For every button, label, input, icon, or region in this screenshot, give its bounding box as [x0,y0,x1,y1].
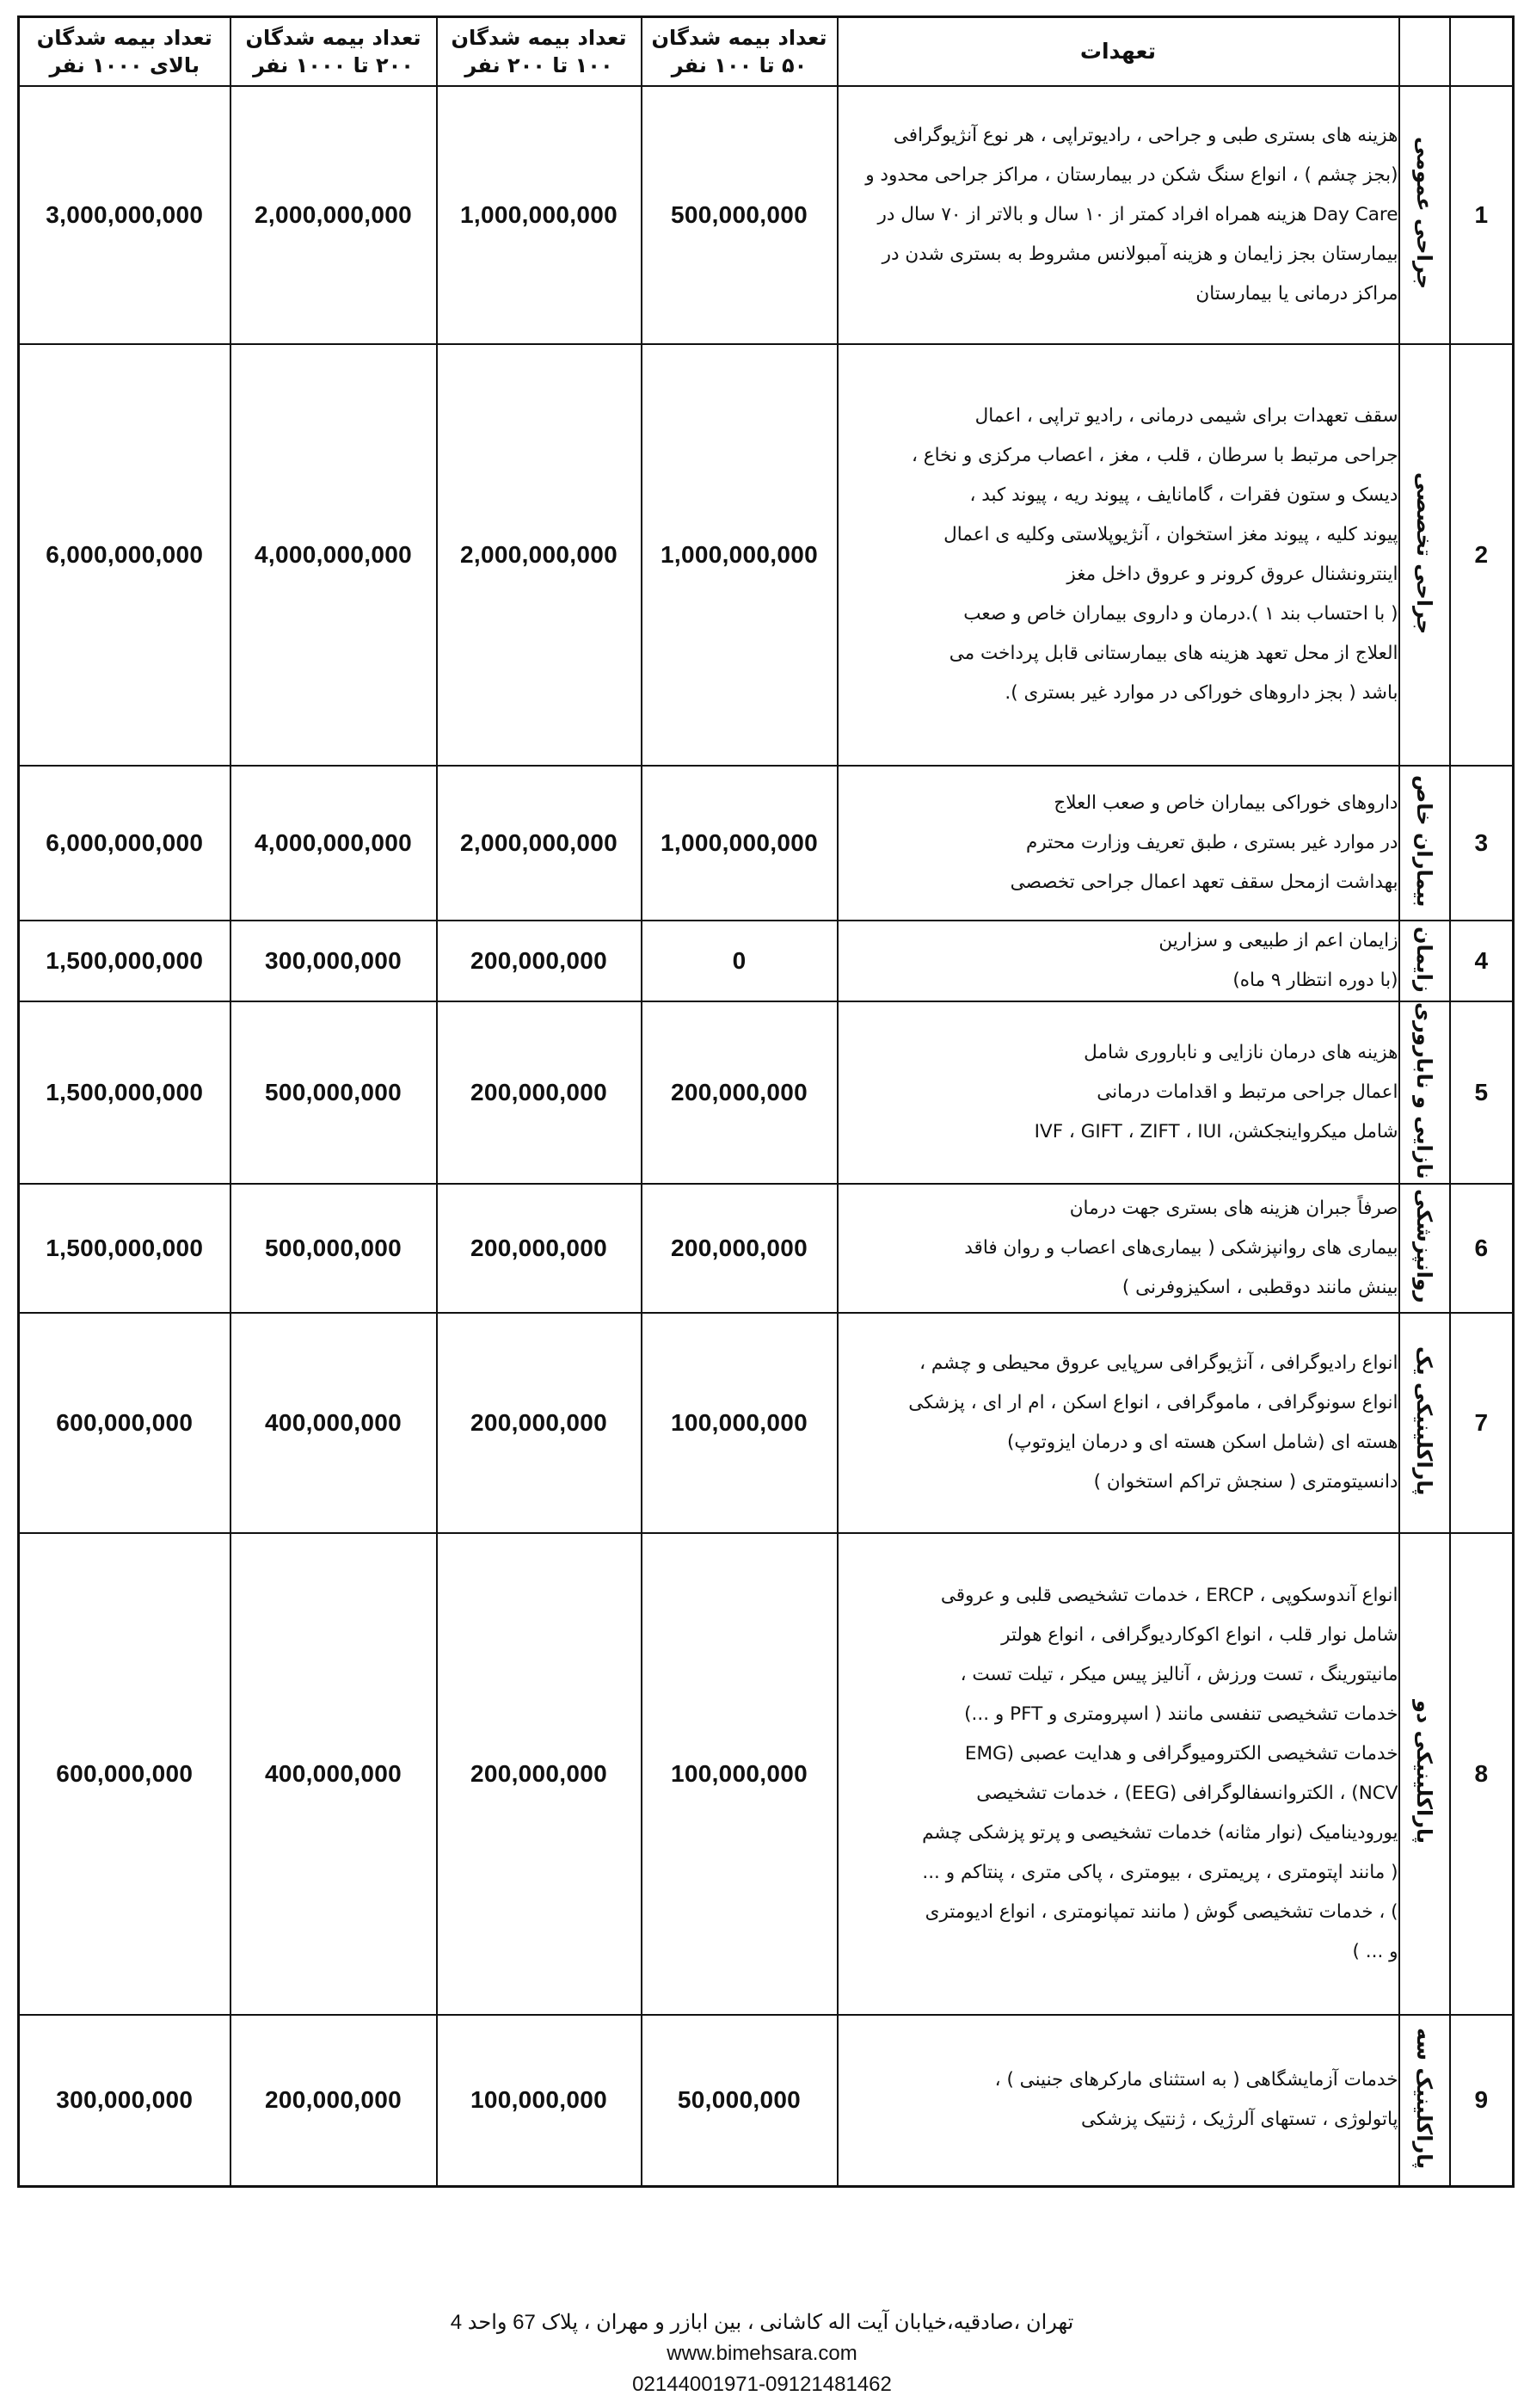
table-row [19,2015,1514,2187]
amount-cell: 200,000,000 [230,2015,437,2187]
description-line: انواع سونوگرافی ، ماموگرافی ، انواع اسکن ، ام ار ای ، پزشکی [908,1391,1398,1413]
header-100-200-line2: ۱۰۰ تا ۲۰۰ نفر [464,53,613,77]
amount-cell: 200,000,000 [437,1533,642,2015]
description-line: بیمارستان بجز زایمان و هزینه آمبولانس مشروط به بستری شدن در [882,243,1398,265]
amount-cell: 1,500,000,000 [19,1001,230,1184]
description-line: و ... ) [1352,1940,1398,1962]
description-line: بیماری های روانپزشکی ( بیماری‌های اعصاب و روان فاقد [964,1236,1398,1259]
row-number: 7 [1450,1313,1514,1533]
amount-cell: 0 [642,921,838,1001]
amount-cell: 100,000,000 [642,1313,838,1533]
coverage-table-sheet [17,15,1512,2188]
footer-phones: 02144001971-09121481462 [632,2373,892,2396]
description-line: پاتولوژی ، تستهای آلرژیک ، ژنتیک پزشکی [1080,2109,1398,2131]
amount-cell: 400,000,000 [230,1533,437,2015]
description-line: Day Care هزینه همراه افراد کمتر از ۱۰ سال و بالاتر از ۷۰ سال در [877,204,1398,225]
description-line: خدمات آزمایشگاهی ( به استثنای مارکرهای جنینی ) ، [994,2069,1398,2091]
row-number: 8 [1450,1533,1514,2015]
table-row [19,921,1514,1001]
obligation-description [838,1533,1399,2015]
category-label: زایمان [1412,926,1436,993]
table-row [19,766,1514,921]
description-line: ( مانند اپتومتری ، پریمتری ، بیومتری ، پاکی متری ، پنتاکم و ... [922,1861,1398,1883]
amount-cell: 2,000,000,000 [437,766,642,921]
amount-cell: 300,000,000 [19,2015,230,2187]
category-cell [1399,1001,1450,1184]
amount-cell: 1,500,000,000 [19,1184,230,1313]
amount-cell: 50,000,000 [642,2015,838,2187]
table-row [19,344,1514,766]
table-row [19,1001,1514,1184]
amount-cell: 6,000,000,000 [19,766,230,921]
category-label: نازایی و ناباروری [1412,1002,1436,1179]
amount-cell: 1,000,000,000 [437,86,642,344]
amount-cell: 500,000,000 [230,1184,437,1313]
description-line: داروهای خوراکی بیماران خاص و صعب العلاج [1054,792,1398,814]
header-100-200 [437,17,642,87]
description-line: در موارد غیر بستری ، طبق تعریف وزارت محترم [1026,832,1398,853]
header-over-1000-line2: بالای ۱۰۰۰ نفر [49,53,200,77]
table-row [19,1184,1514,1313]
category-label: پاراکلینیکی یک [1412,1346,1436,1496]
category-label: روانپزشکی [1412,1189,1436,1303]
category-cell [1399,1533,1450,2015]
description-line: خدمات تشخیصی الکترومیوگرافی و هدایت عصبی (EMG [964,1742,1398,1764]
table-row [19,1313,1514,1533]
obligation-description [838,766,1399,921]
amount-cell: 200,000,000 [437,921,642,1001]
description-line: زایمان اعم از طبیعی و سزارین [1158,930,1398,951]
description-line: شامل نوار قلب ، انواع اکوکاردیوگرافی ، انواع هولتر [1001,1623,1398,1646]
obligation-description [838,921,1399,1001]
description-line: انواع رادیوگرافی ، آنژیوگرافی سرپایی عروق محیطی و چشم ، [919,1352,1398,1374]
header-50-100-line2: ۵۰ تا ۱۰۰ نفر [671,53,808,77]
footer-website: www.bimehsara.com [667,2342,857,2365]
description-line: هسته ای (شامل اسکن هسته ای و درمان ایزوتوپ) [1007,1431,1398,1453]
table-body [19,86,1514,2187]
description-line: هزینه های بستری طبی و جراحی ، رادیوتراپی ، هر نوع آنژیوگرافی [893,125,1398,146]
amount-cell: 400,000,000 [230,1313,437,1533]
amount-cell: 4,000,000,000 [230,766,437,921]
table-row [19,1533,1514,2015]
category-cell [1399,2015,1450,2187]
header-row-number [1450,17,1514,87]
category-label: پاراکلینیک سه [1412,2028,1436,2170]
amount-cell: 1,000,000,000 [642,766,838,921]
category-label: بیماران خاص [1412,775,1436,908]
description-line: جراحی مرتبط با سرطان ، قلب ، مغز ، اعصاب مرکزی و نخاع ، [912,445,1398,466]
row-number: 4 [1450,921,1514,1001]
category-cell [1399,1184,1450,1313]
amount-cell: 6,000,000,000 [19,344,230,766]
description-line: (با دوره انتظار ۹ ماه) [1232,970,1398,991]
description-line: مراکز درمانی یا بیمارستان [1195,283,1398,305]
header-200-1000-line2: ۲۰۰ تا ۱۰۰۰ نفر [253,53,414,77]
header-over-1000 [19,17,230,87]
amount-cell: 500,000,000 [642,86,838,344]
category-label: پاراکلینیکی دو [1412,1700,1436,1844]
amount-cell: 2,000,000,000 [437,344,642,766]
description-line: دیسک و ستون فقرات ، گامانایف ، پیوند ریه ، پیوند کبد ، [969,484,1398,506]
amount-cell: 600,000,000 [19,1533,230,2015]
row-number: 3 [1450,766,1514,921]
obligation-description [838,86,1399,344]
amount-cell: 200,000,000 [437,1184,642,1313]
amount-cell: 300,000,000 [230,921,437,1001]
category-cell [1399,344,1450,766]
obligation-description [838,2015,1399,2187]
header-50-100-line1: تعداد بیمه شدگان [651,26,827,50]
category-label: جراحی تخصصی [1412,471,1436,635]
description-line: بهداشت ازمحل سقف تعهد اعمال جراحی تخصصی [1010,871,1398,893]
amount-cell: 200,000,000 [437,1001,642,1184]
amount-cell: 200,000,000 [437,1313,642,1533]
description-line: ( با احتساب بند ۱ ).درمان و داروی بیماران خاص و صعب [963,603,1398,625]
category-cell [1399,766,1450,921]
category-label: جراحی عمومی [1412,137,1436,290]
amount-cell: 2,000,000,000 [230,86,437,344]
header-category [1399,17,1450,87]
description-line: اعمال جراحی مرتبط و اقدامات درمانی [1097,1081,1398,1103]
description-line: خدمات تشخیصی تنفسی مانند ( اسپرومتری و PFT و ...) [964,1703,1398,1725]
obligation-description [838,1001,1399,1184]
header-row [19,17,1514,87]
description-line: دانسیتومتری ( سنجش تراکم استخوان ) [1093,1470,1398,1493]
description-line: NCV) ، الکتروانسفالوگرافی (EEG) ، خدمات تشخیصی [976,1782,1398,1804]
header-200-1000-line1: تعداد بیمه شدگان [245,26,421,50]
description-line: انواع آندوسکوپی ، ERCP ، خدمات تشخیصی قلبی و عروقی [940,1584,1398,1606]
footer [0,2307,1524,2400]
description-line: اینترونشنال عروق کرونر و عروق داخل مغز [1066,564,1398,585]
row-number: 9 [1450,2015,1514,2187]
row-number: 1 [1450,86,1514,344]
header-100-200-line1: تعداد بیمه شدگان [451,26,627,50]
obligation-description [838,344,1399,766]
header-50-100 [642,17,838,87]
header-over-1000-line1: تعداد بیمه شدگان [36,26,212,50]
amount-cell: 100,000,000 [642,1533,838,2015]
description-line: پیوند کلیه ، پیوند مغز استخوان ، آنژیوپلاستی وکلیه ی اعمال [943,524,1398,545]
description-line: سقف تعهدات برای شیمی درمانی ، رادیو تراپی ، اعمال [974,405,1398,427]
amount-cell: 3,000,000,000 [19,86,230,344]
amount-cell: 1,500,000,000 [19,921,230,1001]
obligation-description [838,1313,1399,1533]
description-line: العلاج از محل تعهد هزینه های بیمارستانی قابل پرداخت می [949,643,1398,664]
category-cell [1399,921,1450,1001]
description-line: یورودینامیک (نوار مثانه) خدمات تشخیصی و پرتو پزشکی چشم [922,1821,1398,1844]
table-row [19,86,1514,344]
footer-address: تهران ،صادقیه،خیابان آیت اله کاشانی ، بین ابازر و مهران ، پلاک 67 واحد 4 [450,2311,1074,2334]
description-line: صرفاً جبران هزینه های بستری جهت درمان [1069,1197,1398,1219]
header-200-1000 [230,17,437,87]
description-line: باشد ( بجز داروهای خوراکی در موارد غیر بستری ). [1005,682,1398,704]
row-number: 6 [1450,1184,1514,1313]
amount-cell: 200,000,000 [642,1001,838,1184]
category-cell [1399,1313,1450,1533]
coverage-table [17,15,1515,2188]
description-line: بینش مانند دوقطبی ، اسکیزوفرنی ) [1121,1276,1398,1298]
description-line: (بجز چشم ) ، انواع سنگ شکن در بیمارستان ، مراکز جراحی محدود و [865,164,1398,186]
obligation-description [838,1184,1399,1313]
description-line: شامل میکرواینجکشن، IVF ، GIFT ، ZIFT ، IUI [1034,1120,1398,1142]
description-line: ) ، خدمات تشخیصی گوش ( مانند تمپانومتری ، انواع ادیومتری [925,1900,1398,1923]
amount-cell: 500,000,000 [230,1001,437,1184]
amount-cell: 1,000,000,000 [642,344,838,766]
amount-cell: 200,000,000 [642,1184,838,1313]
amount-cell: 4,000,000,000 [230,344,437,766]
row-number: 2 [1450,344,1514,766]
header-obligations: تعهدات [838,17,1399,87]
description-line: مانیتورینگ ، تست ورزش ، آنالیز پیس میکر ، تیلت تست ، [960,1663,1398,1685]
amount-cell: 100,000,000 [437,2015,642,2187]
category-cell [1399,86,1450,344]
row-number: 5 [1450,1001,1514,1184]
description-line: هزینه های درمان نازایی و ناباروری شامل [1084,1041,1398,1063]
amount-cell: 600,000,000 [19,1313,230,1533]
